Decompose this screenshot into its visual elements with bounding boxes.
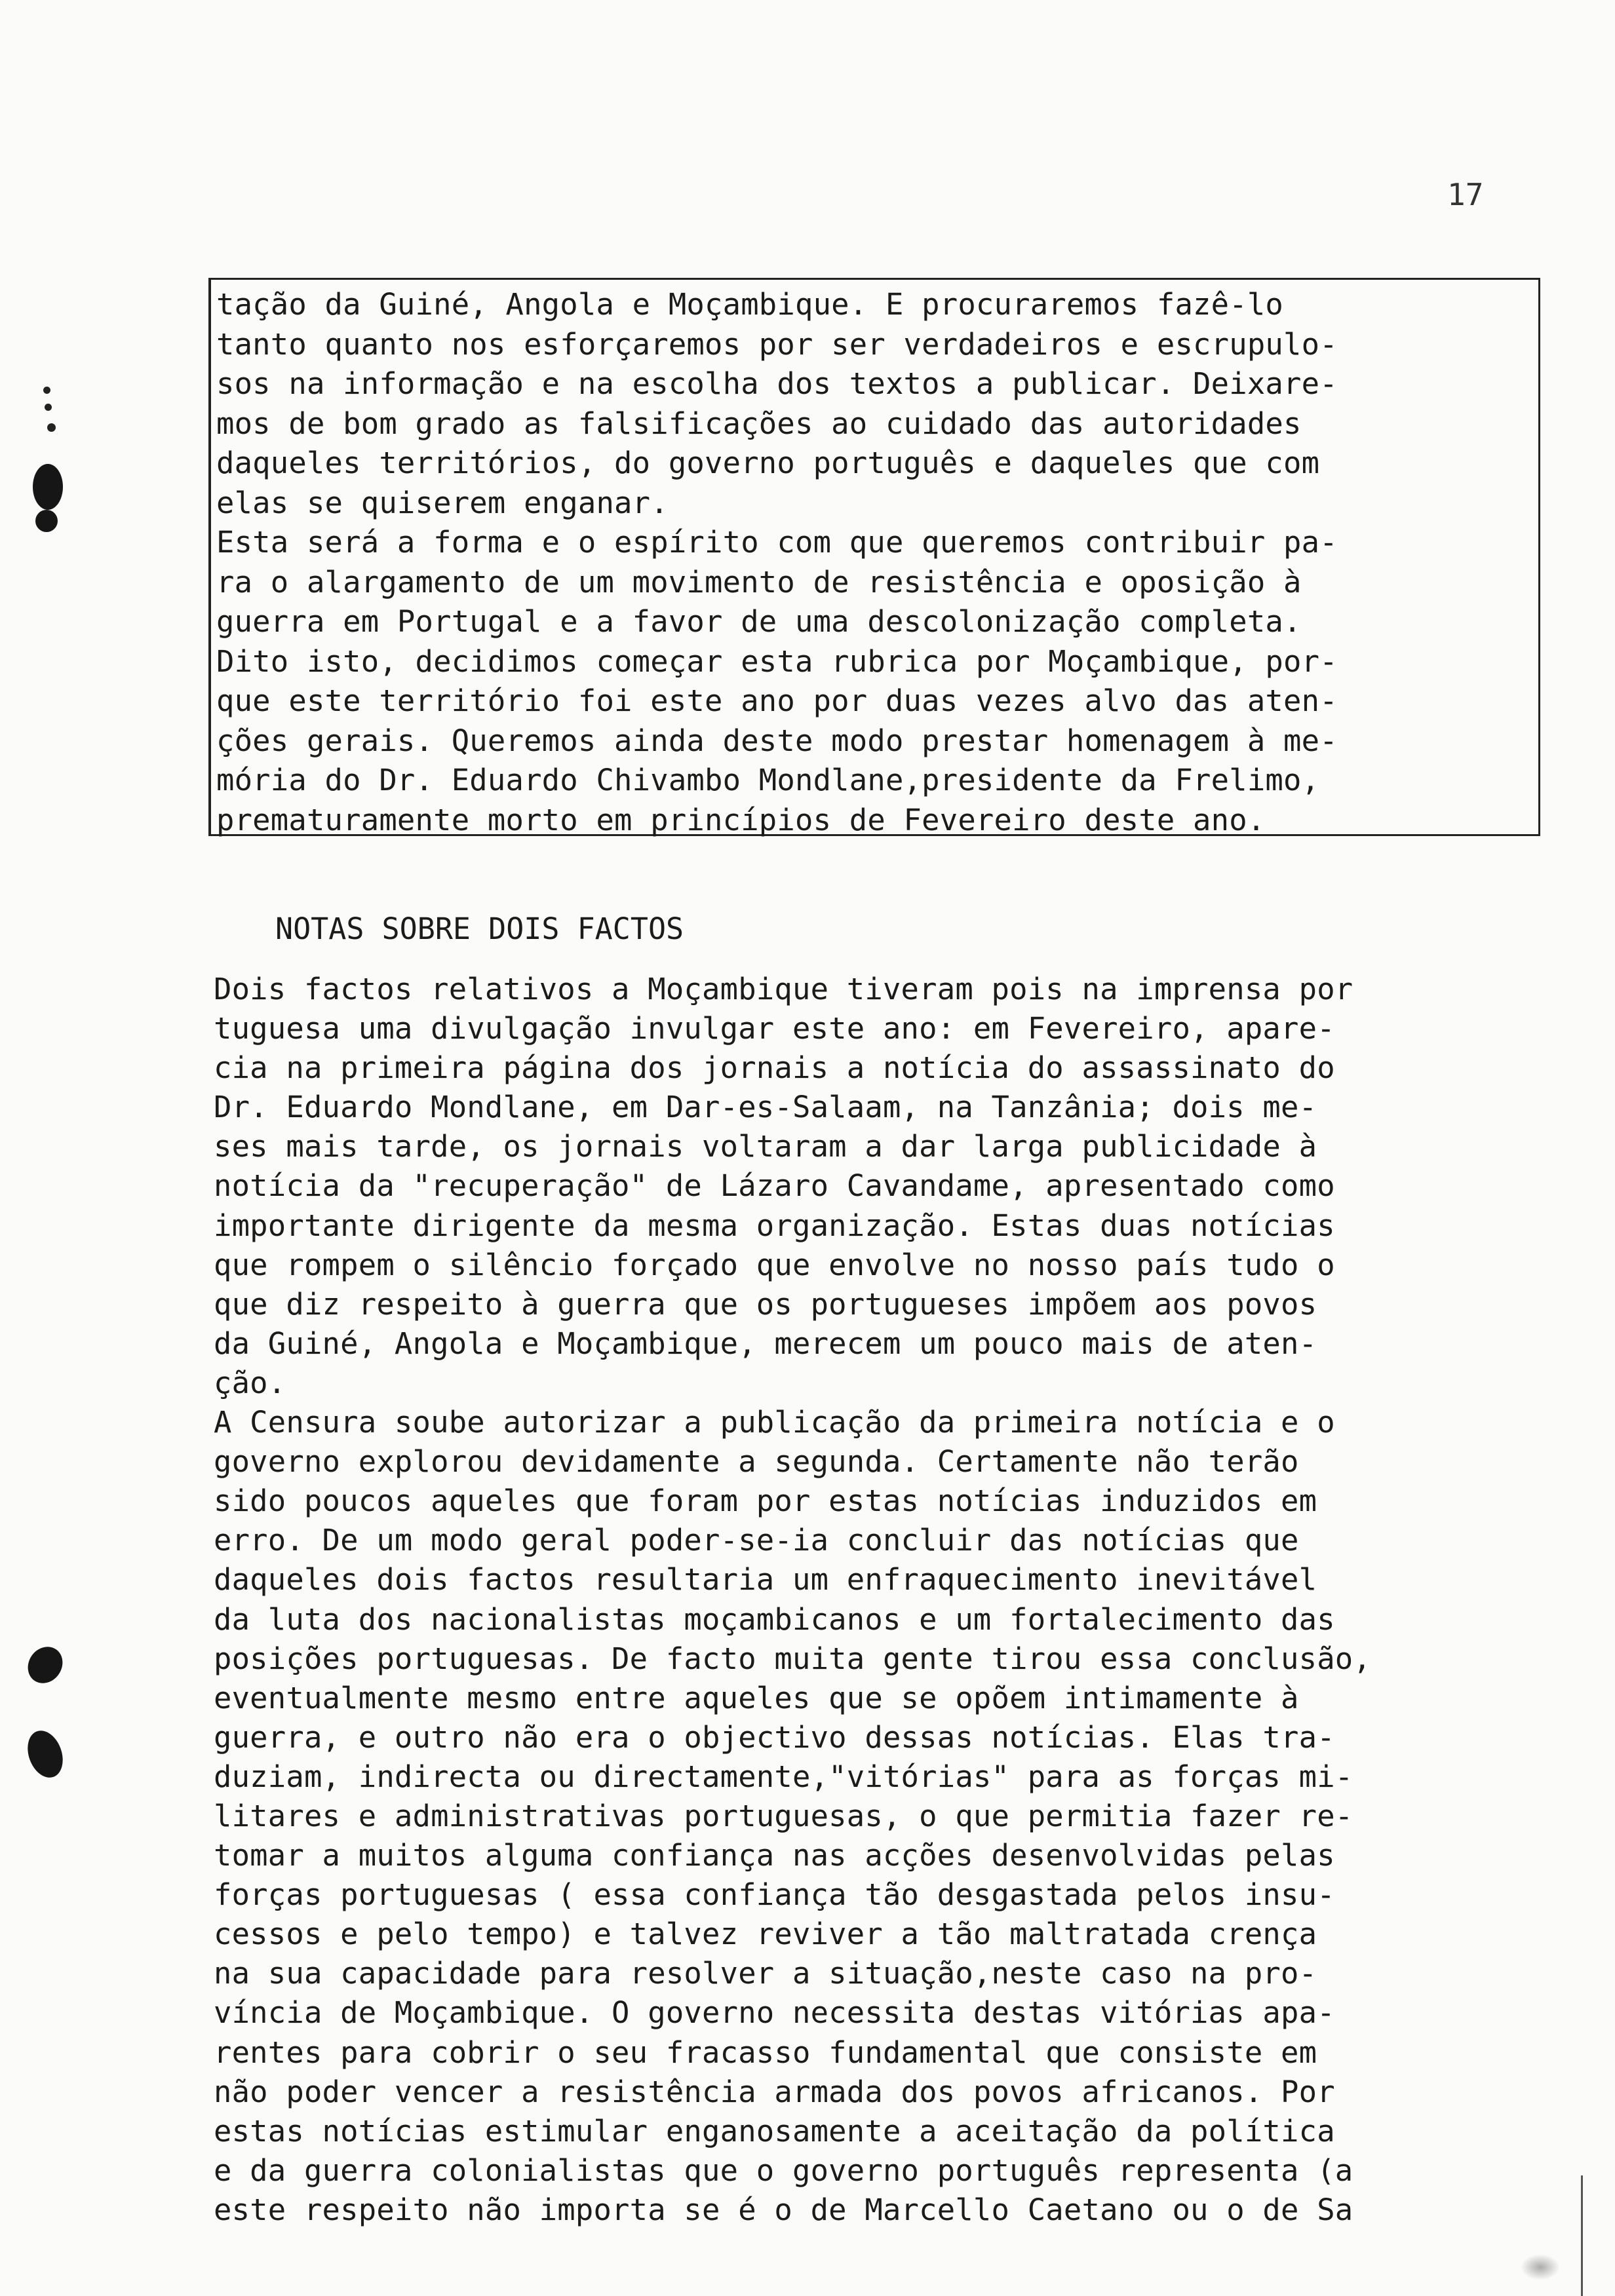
- binding-hole: [35, 510, 58, 532]
- intro-line: Esta será a forma e o espírito com que queremos contribuir pa-: [216, 525, 1338, 560]
- page-number: 17: [1447, 177, 1484, 212]
- intro-line: tanto quanto nos esforçaremos por ser verdadeiros e escrupulo-: [216, 326, 1338, 362]
- body-line: duziam, indirecta ou directamente,"vitórias" para as forças mi-: [214, 1759, 1353, 1794]
- body-line: A Censura soube autorizar a publicação da primeira notícia e o: [214, 1405, 1335, 1440]
- intro-line: sos na informação e na escolha dos textos a publicar. Deixare-: [216, 366, 1338, 401]
- body-line: estas notícias estimular enganosamente a aceitação da política: [214, 2113, 1335, 2149]
- body-line: que rompem o silêncio forçado que envolve no nosso país tudo o: [214, 1247, 1335, 1282]
- binding-hole: [33, 464, 63, 510]
- intro-line: mos de bom grado as falsificações ao cuidado das autoridades: [216, 406, 1302, 441]
- body-line: notícia da "recuperação" de Lázaro Cavandame, apresentado como: [214, 1168, 1335, 1204]
- binding-dot: [43, 387, 50, 394]
- binding-hole: [21, 1640, 69, 1690]
- body-line: ção.: [214, 1365, 286, 1400]
- page-edge-mark: [1581, 2175, 1583, 2296]
- intro-line: Dito isto, decidimos começar esta rubrica por Moçambique, por-: [216, 643, 1338, 679]
- body-line: litares e administrativas portuguesas, o que permitia fazer re-: [214, 1798, 1353, 1833]
- body-line: eventualmente mesmo entre aqueles que se opõem intimamente à: [214, 1680, 1299, 1715]
- section-heading: NOTAS SOBRE DOIS FACTOS: [275, 911, 684, 946]
- body-line: forças portuguesas ( essa confiança tão desgastada pelos insu-: [214, 1877, 1335, 1913]
- body-line: guerra, e outro não era o objectivo dessas notícias. Elas tra-: [214, 1719, 1335, 1755]
- body-line: rentes para cobrir o seu fracasso fundamental que consiste em: [214, 2035, 1317, 2070]
- body-text: [214, 970, 1564, 2274]
- body-line: Dois factos relativos a Moçambique tiveram pois na imprensa por: [214, 972, 1353, 1006]
- intro-line: ra o alargamento de um movimento de resistência e oposição à: [216, 564, 1302, 600]
- body-line: ses mais tarde, os jornais voltaram a dar larga publicidade à: [214, 1129, 1317, 1164]
- body-line: cessos e pelo tempo) e talvez reviver a tão maltratada crença: [214, 1917, 1317, 1952]
- body-line: este respeito não importa se é o de Marcello Caetano ou o de Sa: [214, 2192, 1353, 2227]
- intro-line: ções gerais. Queremos ainda deste modo prestar homenagem à me-: [216, 723, 1338, 758]
- corner-smudge: [1521, 2254, 1560, 2280]
- binding-dot: [47, 423, 56, 432]
- binding-hole: [22, 1726, 69, 1783]
- body-line: Dr. Eduardo Mondlane, em Dar-es-Salaam, na Tanzânia; dois me-: [214, 1090, 1317, 1125]
- binding-dot: [45, 404, 52, 411]
- intro-line: tação da Guiné, Angola e Moçambique. E procuraremos fazê-lo: [216, 287, 1284, 322]
- body-line: cia na primeira página dos jornais a notícia do assassinato do: [214, 1050, 1335, 1086]
- intro-box: [208, 278, 1540, 836]
- body-line: importante dirigente da mesma organização. Estas duas notícias: [214, 1208, 1335, 1243]
- intro-line: prematuramente morto em princípios de Fevereiro deste ano.: [216, 802, 1266, 837]
- body-line: posições portuguesas. De facto muita gente tirou essa conclusão,: [214, 1641, 1371, 1676]
- body-line: governo explorou devidamente a segunda. Certamente não terão: [214, 1444, 1299, 1480]
- body-line: tuguesa uma divulgação invulgar este ano: em Fevereiro, apare-: [214, 1011, 1335, 1046]
- body-line: e da guerra colonialistas que o governo português representa (a: [214, 2152, 1353, 2188]
- body-line: na sua capacidade para resolver a situação,neste caso na pro-: [214, 1956, 1317, 1991]
- body-line: daqueles dois factos resultaria um enfraquecimento inevitável: [214, 1562, 1317, 1598]
- intro-line: que este território foi este ano por duas vezes alvo das aten-: [216, 683, 1338, 718]
- body-line: que diz respeito à guerra que os portugueses impõem aos povos: [214, 1286, 1317, 1322]
- body-line: não poder vencer a resistência armada dos povos africanos. Por: [214, 2074, 1335, 2109]
- body-line: sido poucos aqueles que foram por estas notícias induzidos em: [214, 1483, 1317, 1519]
- body-line: tomar a muitos alguma confiança nas acções desenvolvidas pelas: [214, 1838, 1335, 1873]
- intro-line: elas se quiserem enganar.: [216, 485, 669, 520]
- body-line: víncia de Moçambique. O governo necessita destas vitórias apa-: [214, 1995, 1335, 2031]
- intro-line: mória do Dr. Eduardo Chivambo Mondlane,presidente da Frelimo,: [216, 763, 1320, 797]
- body-line: da Guiné, Angola e Moçambique, merecem um pouco mais de aten-: [214, 1326, 1317, 1361]
- intro-line: guerra em Portugal e a favor de uma descolonização completa.: [216, 604, 1302, 639]
- body-line: erro. De um modo geral poder-se-ia concluir das notícias que: [214, 1523, 1299, 1558]
- intro-line: daqueles territórios, do governo português e daqueles que com: [216, 446, 1320, 480]
- body-line: da luta dos nacionalistas moçambicanos e um fortalecimento das: [214, 1601, 1335, 1637]
